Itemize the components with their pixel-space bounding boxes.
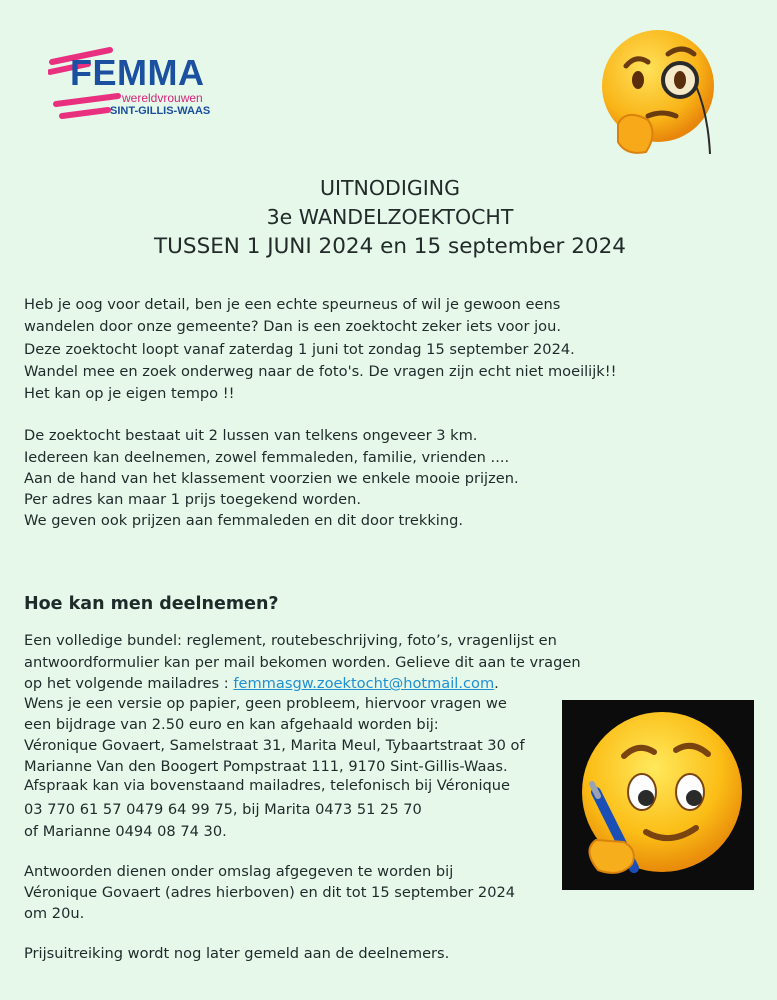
section-title-participate: Hoe kan men deelnemen? [24,594,279,614]
participate-line: een bijdrage van 2.50 euro en kan afgehaald worden bij: [24,716,439,733]
answers-line: Véronique Govaert (adres hierboven) en dit tot 15 september 2024 [24,884,516,901]
email-suffix: . [494,675,499,692]
headline-invitation: UITNODIGING [319,176,461,200]
intro-line: Wandel mee en zoek onderweg naar de foto's. De vragen zijn echt niet moeilijk!! [24,363,617,380]
logo-subtitle: wereldvrouwen [122,91,203,105]
smiley-with-pen-emoji-icon [562,700,754,890]
answers-line: om 20u. [24,905,85,922]
participate-line: Een volledige bundel: reglement, routebeschrijving, foto’s, vragenlijst en [24,632,557,649]
participate-line: Wens je een versie op papier, geen probleem, hiervoor vragen we [24,695,507,712]
details-line: We geven ook prijzen aan femmaleden en dit door trekking. [24,512,464,529]
participate-line: Marianne Van den Boogert Pompstraat 111, 9170 Sint-Gillis-Waas. [24,758,508,775]
details-line: Aan de hand van het klassement voorzien we enkele mooie prijzen. [24,470,519,487]
headline-dates: TUSSEN 1 JUNI 2024 en 15 september 2024 [154,234,626,259]
intro-line: wandelen door onze gemeente? Dan is een zoektocht zeker iets voor jou. [24,318,561,335]
logo-title: FEMMA [70,52,205,93]
answers-line: Antwoorden dienen onder omslag afgegeven te worden bij [24,863,454,880]
intro-line: Heb je oog voor detail, ben je een echte speurneus of wil je gewoon eens [24,296,561,313]
femma-logo [48,44,268,124]
details-line: Iedereen kan deelnemen, zowel femmaleden, familie, vrienden .... [24,449,510,466]
participate-line: Véronique Govaert, Samelstraat 31, Marita Meul, Tybaartstraat 30 of [24,737,525,754]
details-line: De zoektocht bestaat uit 2 lussen van telkens ongeveer 3 km. [24,427,478,444]
email-link[interactable]: femmasgw.zoektocht@hotmail.com [233,675,495,692]
thinking-monocle-emoji-icon [596,24,726,168]
participate-line: Afspraak kan via bovenstaand mailadres, telefonisch bij Véronique [24,777,511,794]
headline-event: 3e WANDELZOEKTOCHT [266,205,514,229]
intro-line: Deze zoektocht loopt vanaf zaterdag 1 juni tot zondag 15 september 2024. [24,341,575,358]
participate-email-line [24,674,499,694]
details-line: Per adres kan maar 1 prijs toegekend worden. [24,491,361,508]
email-prefix: op het volgende mailadres : [24,675,234,692]
phone-line: of Marianne 0494 08 74 30. [24,823,227,840]
participate-line: antwoordformulier kan per mail bekomen worden. Gelieve dit aan te vragen [24,654,581,671]
phone-line: 03 770 61 57 0479 64 99 75, bij Marita 0473 51 25 70 [24,801,422,818]
logo-location: SINT-GILLIS-WAAS [110,105,211,117]
closing-line: Prijsuitreiking wordt nog later gemeld aan de deelnemers. [24,945,450,962]
intro-line: Het kan op je eigen tempo !! [24,385,235,402]
